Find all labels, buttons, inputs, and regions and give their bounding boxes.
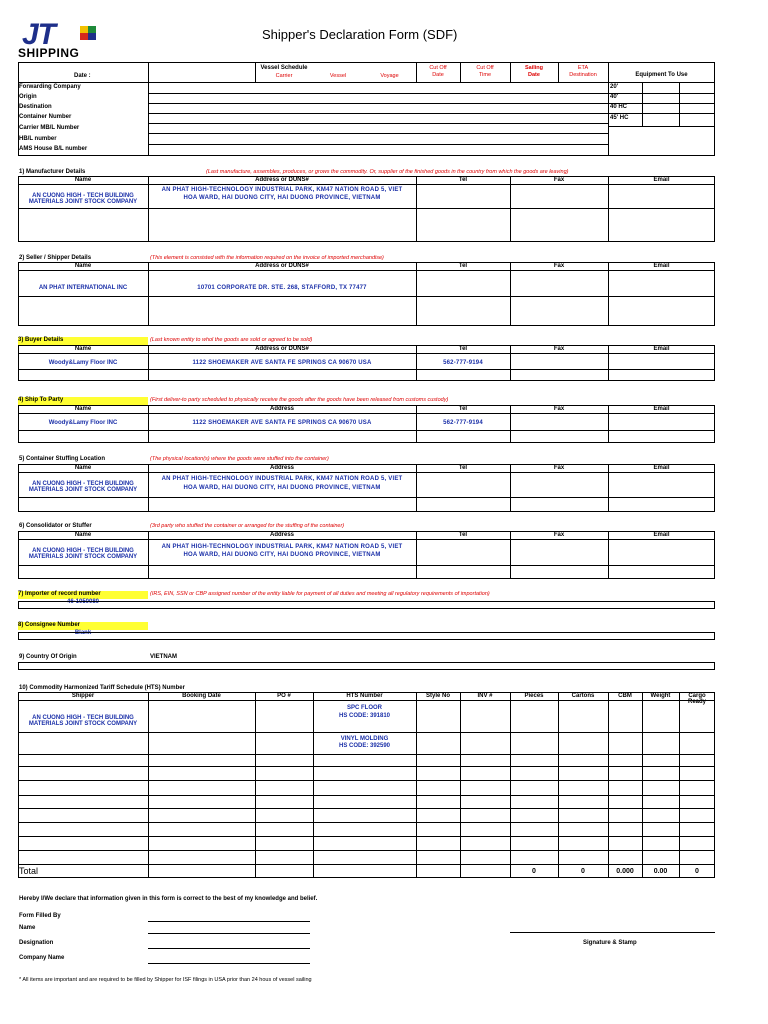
header-row-mbl: Carrier MB/L Number [19,125,80,131]
company-logo [18,18,112,60]
form-filled-by-line[interactable] [148,921,310,922]
cutoff-time-label-2: Time [478,72,492,78]
origin-value: VIETNAM [150,654,177,660]
commodity-total-cbm: 0.000 [616,868,634,875]
commodity-title: 10) Commodity Harmonized Tariff Schedule (HTS) Number [19,685,185,691]
origin-title: 9) Country Of Origin [19,654,77,660]
commodity-col-cbm: CBM [618,693,632,699]
shipto-tel: 562-777-9194 [443,420,483,426]
stuffing-address-2: HOA WARD, HAI DUONG CITY, HAI DUONG PROVINCE, VIETNAM [183,485,381,491]
manufacturer-col-fax: Fax [553,177,565,183]
manufacturer-col-address: Address or DUNS# [255,177,309,183]
eta-label-2: Destination [569,72,597,78]
manufacturer-col-name: Name [74,177,92,183]
consolidator-col-fax: Fax [553,532,565,538]
commodity-total-weight: 0.00 [653,868,668,875]
header-row-origin: Origin [19,94,37,100]
header-row-hbl: HB/L number [19,136,57,142]
cutoff-time-label-1: Cut Off [476,65,494,71]
designation-label: Designation [19,940,54,946]
consignee-title: 8) Consignee Number [18,622,148,630]
signature-line[interactable] [510,932,715,933]
stuffing-title: 5) Container Stuffing Location [19,456,105,462]
commodity-col-weight: Weight [650,693,671,699]
shipto-col-address: Address [269,406,294,412]
stuffing-name-1: AN CUONG HIGH - TECH BUILDING [32,481,134,487]
sailing-date-label-1: Sailing [524,65,544,71]
consolidator-note: (3rd party who stuffed the container or arranged for the stuffing of the container) [150,523,345,529]
shipto-col-tel: Tel [458,406,468,412]
shipto-col-fax: Fax [553,406,565,412]
seller-col-fax: Fax [553,263,565,269]
stuffing-col-tel: Tel [458,465,468,471]
consolidator-col-email: Email [653,532,670,538]
consolidator-col-tel: Tel [458,532,468,538]
seller-col-name: Name [74,263,92,269]
consolidator-name-2: MATERIALS JOINT STOCK COMPANY [28,554,138,560]
name-label: Name [19,925,36,931]
sailing-date-label-2: Date [528,72,540,78]
buyer-tel: 562-777-9194 [443,360,483,366]
shipto-col-email: Email [653,406,670,412]
signature-label: Signature & Stamp [583,940,637,946]
manufacturer-col-tel: Tel [458,177,468,183]
manufacturer-address-2: HOA WARD, HAI DUONG CITY, HAI DUONG PROVINCE, VIETNAM [183,195,381,201]
commodity-col-style: Style No [425,693,450,699]
shipto-note: (First deliver-to party scheduled to physically receive the goods after the goods have been released from customs custody) [150,397,449,403]
stuffing-col-email: Email [653,465,670,471]
carrier-label: Carrier [275,73,293,79]
vessel-schedule-label: Vessel Schedule [260,65,308,71]
manufacturer-name-2: MATERIALS JOINT STOCK COMPANY [28,199,138,205]
footer-note: * All items are important and are required to be filled by Shipper for ISF filings in USA prior than 24 hous of vessel sailing [19,977,312,983]
commodity-hts-1-code: HS CODE: 391810 [338,713,391,719]
seller-address: 10701 CORPORATE DR. STE. 268, STAFFORD, TX 77477 [197,285,367,291]
buyer-col-email: Email [653,346,670,352]
seller-col-email: Email [653,263,670,269]
seller-note: (This element is consisted with the information required on the invoice of imported merchandise) [150,255,384,261]
header-row-forwarding: Forwarding Company [19,84,81,90]
consolidator-col-name: Name [74,532,92,538]
name-line[interactable] [148,933,310,934]
manufacturer-name-1: AN CUONG HIGH - TECH BUILDING [32,193,134,199]
commodity-col-cartons: Cartons [571,693,595,699]
equip-45hc: 45' HC [610,115,629,121]
manufacturer-address-1: AN PHAT HIGH-TECHNOLOGY INDUSTRIAL PARK, KM47 NATION ROAD 5, VIET [161,187,403,193]
consolidator-address-1: AN PHAT HIGH-TECHNOLOGY INDUSTRIAL PARK, KM47 NATION ROAD 5, VIET [161,544,403,550]
buyer-col-name: Name [74,346,92,352]
commodity-col-hts: HTS Number [346,693,383,699]
commodity-total-label: Total [19,866,39,876]
shipto-name: Woody&Lamy Floor INC [48,420,118,426]
stuffing-col-name: Name [74,465,92,471]
importer-value: 46-1050080 [66,599,100,605]
buyer-col-tel: Tel [458,346,468,352]
buyer-address: 1122 SHOEMAKER AVE SANTA FE SPRINGS CA 90670 USA [192,360,372,366]
commodity-total-cargo: 0 [695,868,699,875]
cutoff-date-label-2: Date [432,72,444,78]
stuffing-col-address: Address [269,465,294,471]
logo-flag-icon [80,26,96,40]
manufacturer-col-email: Email [653,177,670,183]
consolidator-title: 6) Consolidator or Stuffer [19,523,92,529]
stuffing-col-fax: Fax [553,465,565,471]
buyer-title: 3) Buyer Details [18,337,148,345]
page-title: Shipper's Declaration Form (SDF) [262,27,458,42]
consolidator-col-address: Address [269,532,294,538]
manufacturer-title: 1) Manufacturer Details [19,169,86,175]
buyer-note: (Last known entity to whol the goods are sold or agreed to be sold) [150,337,313,343]
commodity-total-cartons: 0 [581,868,585,875]
seller-name: AN PHAT INTERNATIONAL INC [38,285,128,291]
stuffing-name-2: MATERIALS JOINT STOCK COMPANY [28,487,138,493]
commodity-shipper-1: AN CUONG HIGH - TECH BUILDING [32,715,134,721]
header-row-destination: Destination [19,104,52,110]
buyer-col-fax: Fax [553,346,565,352]
vessel-label: Vessel [329,73,347,79]
importer-note: (IRS, EIN, SSN or CBP assigned number of the entity liable for payment of all duties and meeting all regulatory requirements of importation) [150,591,490,597]
header-row-ams: AMS House B/L number [19,146,88,152]
manufacturer-note: (Last manufacture, assembles, produces, or grows the commodity. Or, supplier of the finished goods in the country from which the goods are leaving) [206,169,569,175]
buyer-col-address: Address or DUNS# [255,346,309,352]
commodity-col-pieces: Pieces [524,693,544,699]
seller-title: 2) Seller / Shipper Details [19,255,92,261]
commodity-hts-2-name: VINYL MOLDING [340,736,389,742]
shipto-address: 1122 SHOEMAKER AVE SANTA FE SPRINGS CA 90670 USA [192,420,372,426]
commodity-hts-1-name: SPC FLOOR [346,705,382,711]
cutoff-date-label-1: Cut Off [429,65,447,71]
seller-col-address: Address or DUNS# [255,263,309,269]
commodity-col-inv: INV # [477,693,493,699]
form-filled-by-label: Form Filled By [19,913,61,919]
header-row-container: Container Number [19,114,72,120]
commodity-shipper-2: MATERIALS JOINT STOCK COMPANY [28,721,138,727]
equip-40: 40' [610,94,619,100]
commodity-col-booking: Booking Date [182,693,221,699]
eta-label-1: ETA [577,65,589,71]
commodity-col-shipper: Shipper [71,693,95,699]
designation-line[interactable] [148,948,310,949]
commodity-total-pieces: 0 [532,868,536,875]
seller-col-tel: Tel [458,263,468,269]
shipto-col-name: Name [74,406,92,412]
commodity-hts-2-code: HS CODE: 392590 [338,743,391,749]
commodity-col-po: PO # [277,693,291,699]
company-name-label: Company Name [19,955,65,961]
company-name-line[interactable] [148,963,310,964]
consolidator-address-2: HOA WARD, HAI DUONG CITY, HAI DUONG PROVINCE, VIETNAM [183,552,381,558]
stuffing-note: (The physical location(s) where the goods were stuffed into the container) [150,456,329,462]
importer-title: 7) Importer of record number [18,591,148,599]
logo-bottom-text: SHIPPING [18,46,80,60]
logo-top-text: JT [22,18,56,51]
voyage-label: Voyage [380,73,399,79]
consolidator-name-1: AN CUONG HIGH - TECH BUILDING [32,548,134,554]
equip-20: 20' [610,84,619,90]
buyer-name: Woody&Lamy Floor INC [48,360,118,366]
commodity-col-cargo: Cargo Ready [687,693,706,705]
shipto-title: 4) Ship To Party [18,397,148,405]
stuffing-address-1: AN PHAT HIGH-TECHNOLOGY INDUSTRIAL PARK, KM47 NATION ROAD 5, VIET [161,476,403,482]
declaration-text: Hereby I/We declare that information given in this form is correct to the best of my knowledge and belief. [19,896,318,902]
consignee-value: Blank [74,630,92,636]
date-label: Date : [74,73,91,79]
equipment-label: Equipment To Use [635,72,688,78]
equip-40hc: 40 HC [610,104,628,110]
